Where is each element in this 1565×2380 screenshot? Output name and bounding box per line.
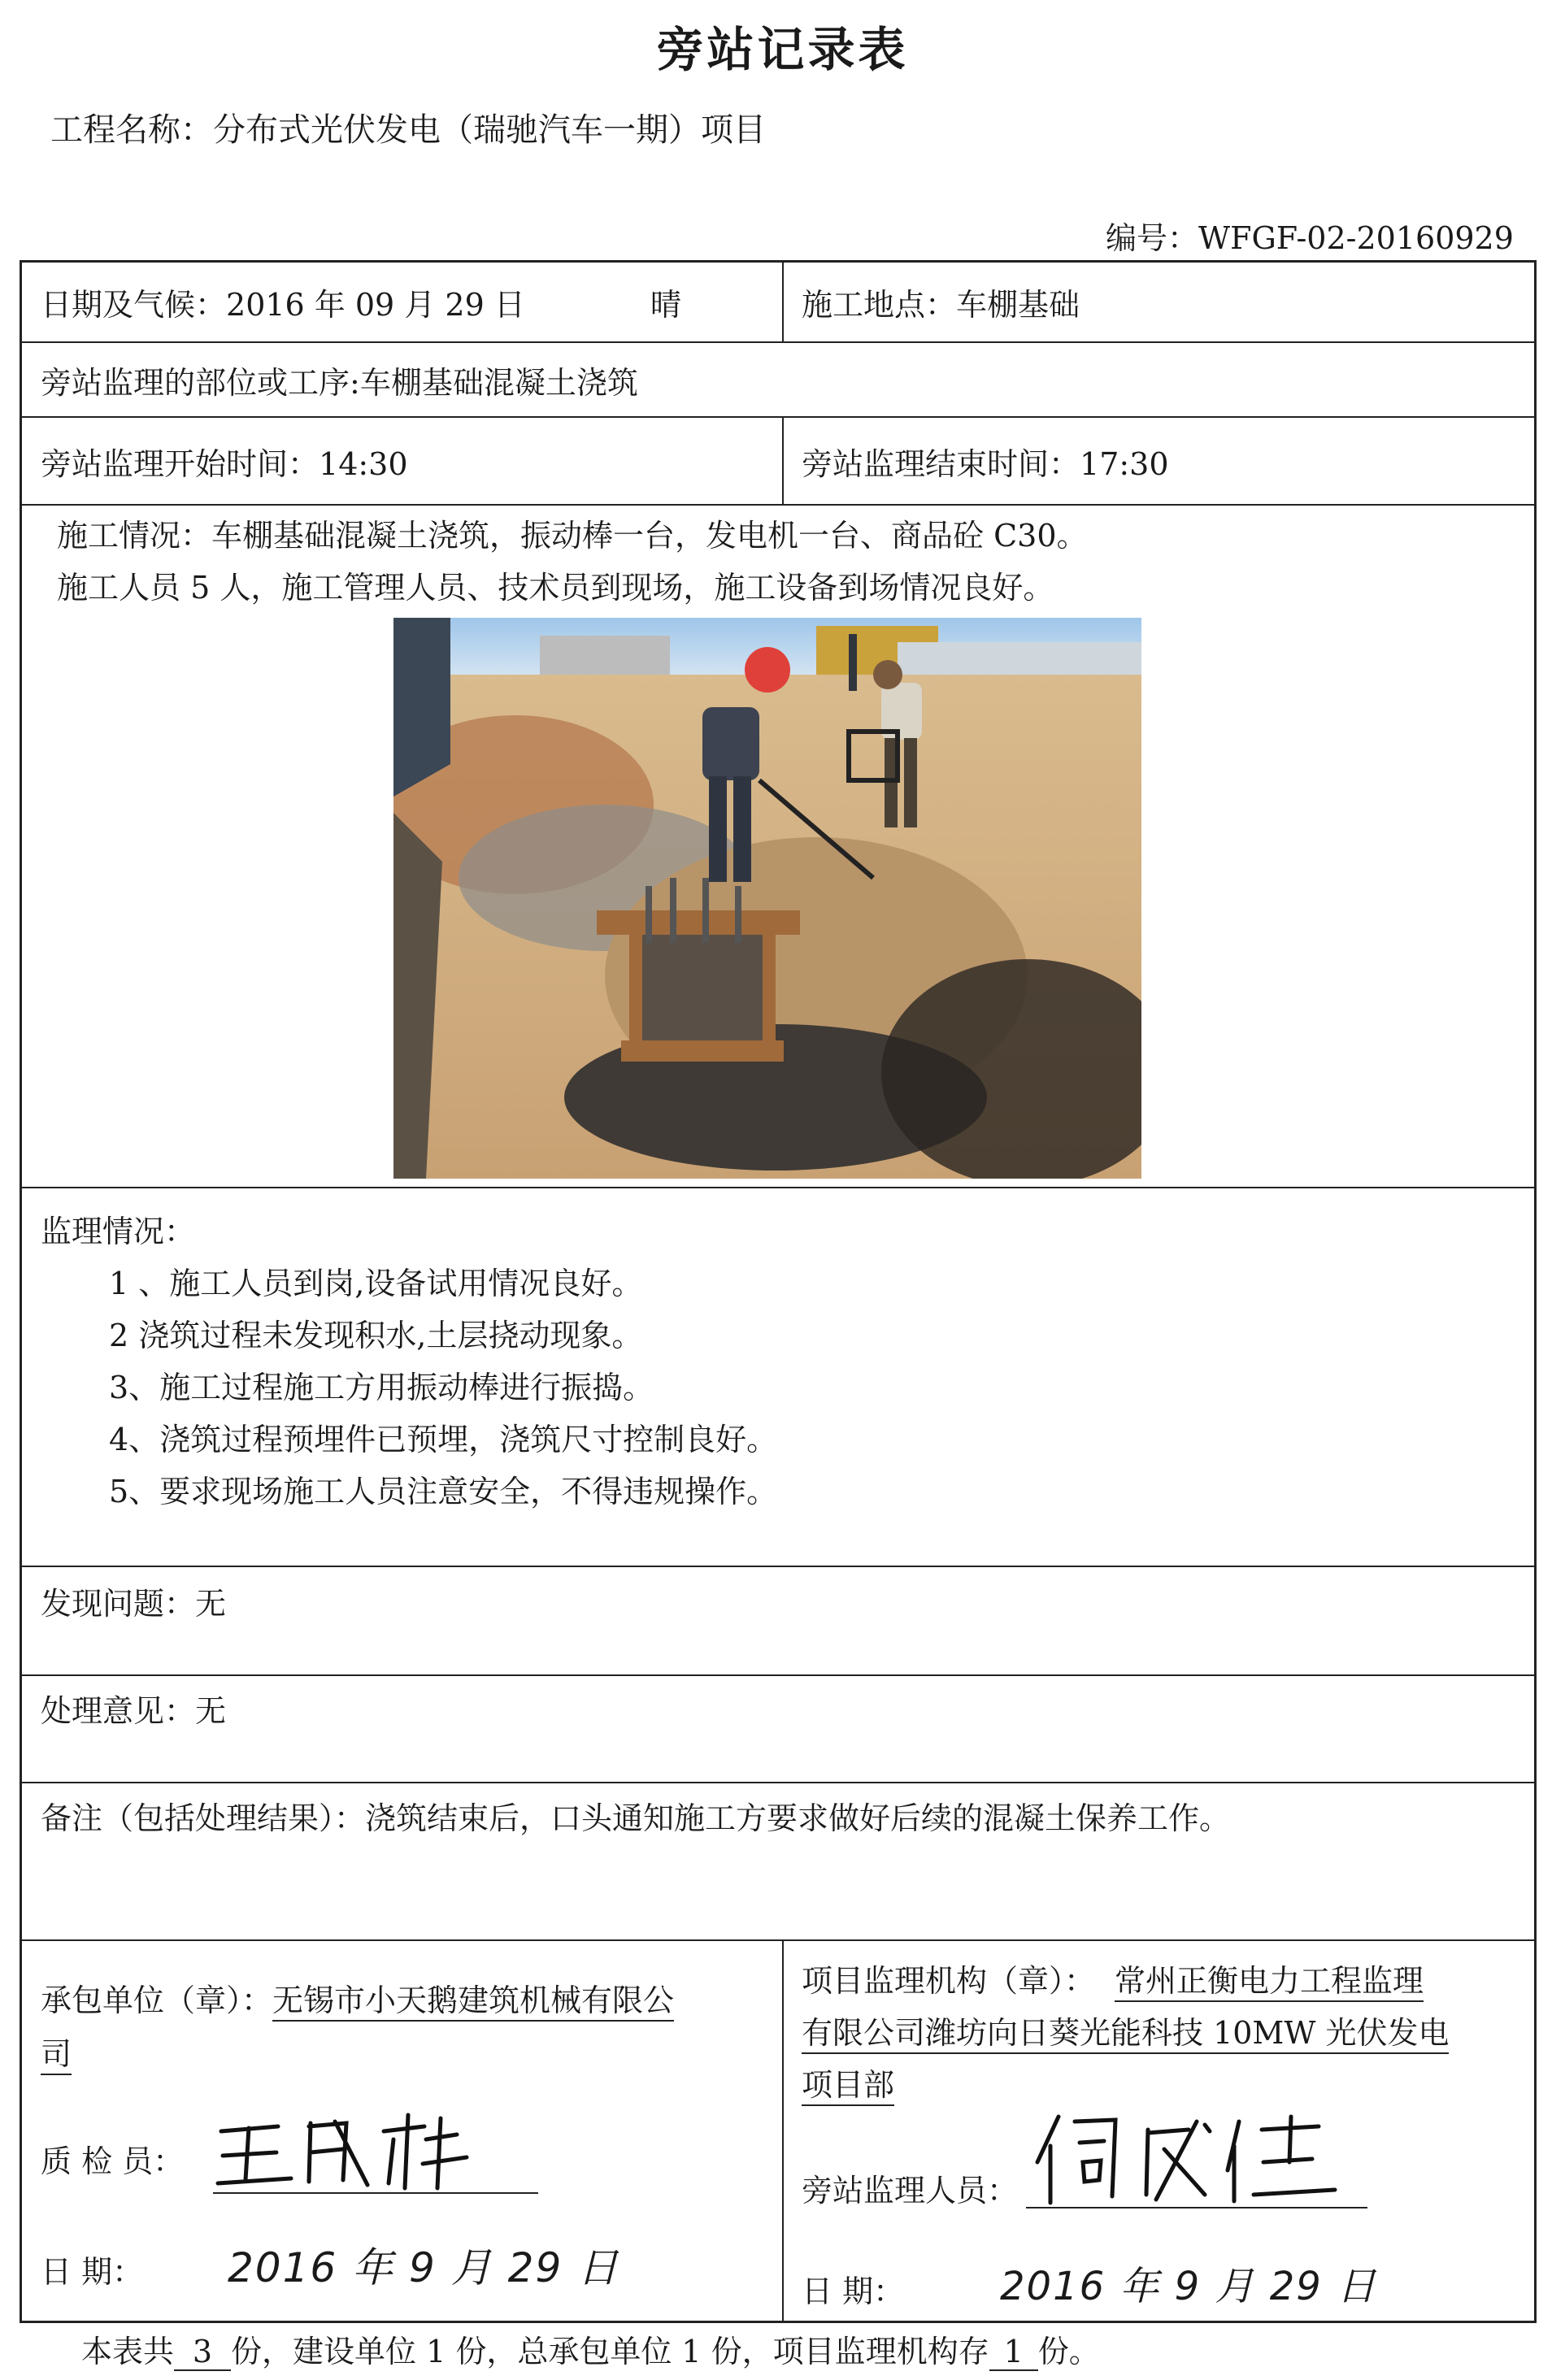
project-value: 分布式光伏发电（瑞驰汽车一期）项目 (213, 111, 766, 149)
supervisor-person-label: 旁站监理人员： (802, 2173, 1019, 2208)
site-photo (393, 618, 1141, 1179)
problems-label: 发现问题： (41, 1586, 196, 1622)
supervision-label: 监理情况： (41, 1214, 196, 1249)
row-divider (20, 1782, 1537, 1783)
serial-value: WFGF-02-20160929 (1198, 220, 1514, 256)
date-label: 日期及气候： (41, 287, 227, 323)
contractor-name-line-2: 司 (41, 2036, 72, 2075)
construction-line-1: 施工情况：车棚基础混凝土浇筑，振动棒一台，发电机一台、商品砼 C30。 (57, 518, 1088, 554)
row-divider (20, 1566, 1537, 1567)
inspector-signature (213, 2107, 554, 2200)
supervisor-name-line-2: 有限公司潍坊向日葵光能科技 10MW 光伏发电 (802, 2015, 1449, 2054)
date-value: 2016 年 09 月 29 日 (226, 287, 525, 323)
form-title: 旁站记录表 (656, 22, 909, 77)
list-item: 5、要求现场施工人员注意安全，不得违规操作。 (109, 1474, 778, 1509)
start-time-value: 14:30 (319, 446, 408, 482)
supervisor-name-line-2-wrap (802, 2008, 1449, 2052)
start-time-label: 旁站监理开始时间： (41, 446, 320, 482)
date-weather (41, 280, 525, 324)
opinion-value: 无 (195, 1693, 227, 1729)
supervisor-name-line-3: 项目部 (802, 2067, 894, 2106)
copies-kept: 1 (989, 2334, 1038, 2371)
row-divider (20, 341, 1537, 343)
construction-line-2: 施工人员 5 人，施工管理人员、技术员到现场，施工设备到场情况良好。 (57, 570, 1054, 606)
location-label: 施工地点： (802, 287, 957, 323)
supervisor-label: 项目监理机构（章）： (802, 1963, 1096, 1999)
project-label: 工程名称： (50, 111, 213, 149)
list-item: 3、施工过程施工方用振动棒进行振捣。 (109, 1370, 654, 1405)
contractor-name-line-2-wrap (41, 2029, 72, 2074)
supervised-part (41, 358, 638, 402)
end-time (802, 439, 1169, 484)
supervisor-name-line-1: 常州正衡电力工程监理 (1115, 1963, 1424, 2002)
weather-value: 晴 (650, 287, 682, 323)
footer-text: 份，建设单位 1 份，总承包单位 1 份，项目监理机构存 (231, 2334, 989, 2369)
footer-prefix: 本表共 (81, 2334, 175, 2369)
contractor-date-label: 日 期： (41, 2254, 144, 2290)
location (802, 280, 1080, 324)
remarks-value: 浇筑结束后，口头通知施工方要求做好后续的混凝土保养工作。 (365, 1800, 1231, 1836)
row-divider (20, 1674, 1537, 1676)
col-divider (782, 1939, 784, 2323)
row-divider (20, 416, 1537, 418)
contractor-date-handwritten: 2016 年 9 月 29 日 (228, 2244, 620, 2291)
row-divider (20, 504, 1537, 506)
start-time (41, 439, 408, 484)
problems-found (41, 1579, 226, 1623)
supervisor-date-handwritten: 2016 年 9 月 29 日 (1000, 2264, 1378, 2309)
supervisor (802, 1956, 1424, 2000)
remarks (41, 1793, 1230, 1838)
contractor-label: 承包单位（章）： (41, 1983, 273, 2018)
inspector-signature-image (213, 2107, 554, 2196)
supervised-part-label: 旁站监理的部位或工序: (41, 365, 360, 401)
problems-value: 无 (195, 1586, 227, 1622)
remarks-label: 备注（包括处理结果）： (41, 1800, 366, 1836)
list-item: 1 、施工人员到岗,设备试用情况良好。 (109, 1266, 643, 1301)
serial-label: 编号： (1106, 220, 1199, 256)
row-divider (20, 1187, 1537, 1188)
site-photo-image (393, 618, 1141, 1179)
col-divider (782, 416, 784, 504)
handling-opinion (41, 1686, 226, 1731)
project-name (50, 104, 766, 150)
list-item: 2 浇筑过程未发现积水,土层挠动现象。 (109, 1318, 643, 1353)
row-divider (20, 1939, 1537, 1941)
supervisor-name-line-3-wrap (802, 2060, 894, 2104)
list-item: 4、浇筑过程预埋件已预埋，浇筑尺寸控制良好。 (109, 1422, 778, 1457)
end-time-label: 旁站监理结束时间： (802, 446, 1080, 482)
copies-note (81, 2326, 1100, 2371)
contractor-name-line-1: 无锡市小天鹅建筑机械有限公 (272, 1983, 674, 2022)
opinion-label: 处理意见： (41, 1693, 196, 1729)
location-value: 车棚基础 (956, 287, 1080, 323)
copies-total: 3 (174, 2334, 231, 2371)
supervisor-signature (1026, 2105, 1376, 2214)
supervisor-date-label: 日 期： (802, 2274, 905, 2309)
inspector-label: 质 检 员： (41, 2143, 185, 2179)
serial-number (1106, 213, 1514, 258)
supervised-part-value: 车棚基础混凝土浇筑 (359, 365, 638, 401)
contractor (41, 1975, 674, 2020)
supervisor-signature-image (1026, 2105, 1376, 2211)
footer-suffix: 份。 (1037, 2334, 1100, 2369)
col-divider (782, 260, 784, 341)
end-time-value: 17:30 (1080, 446, 1169, 482)
